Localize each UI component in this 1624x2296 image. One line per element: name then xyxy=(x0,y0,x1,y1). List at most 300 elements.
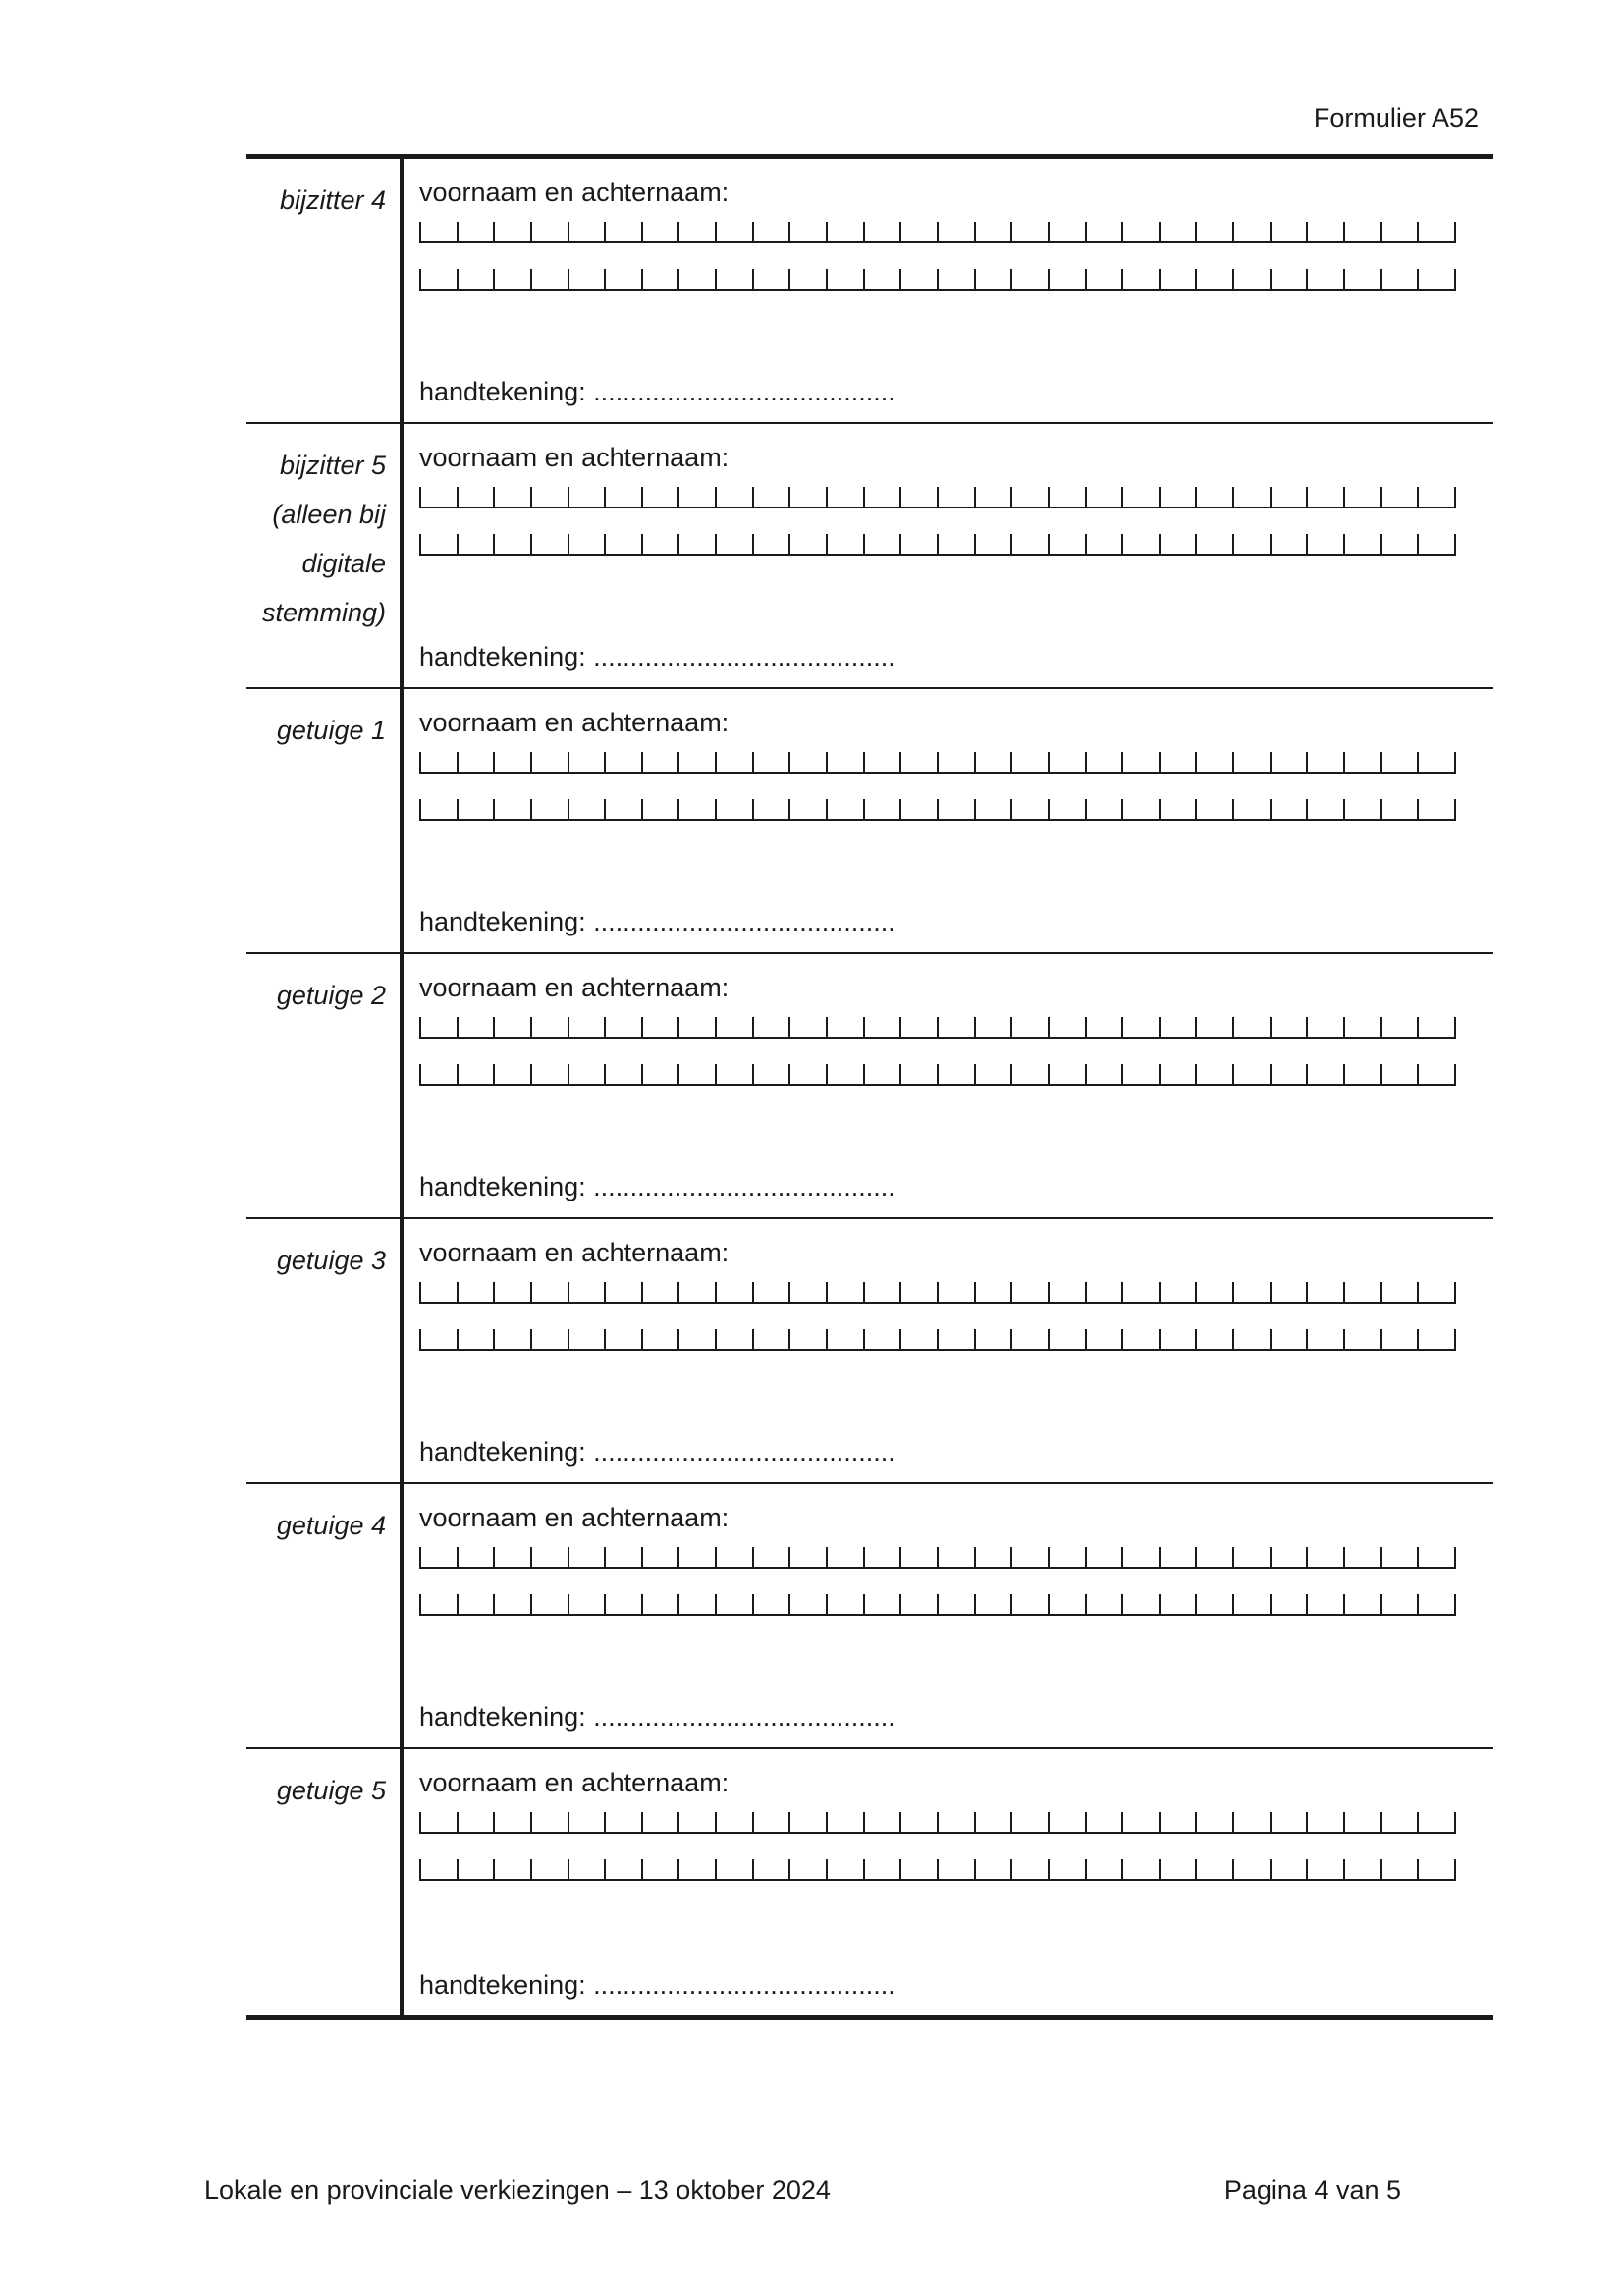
signature-line[interactable] xyxy=(419,1435,895,1468)
character-box[interactable] xyxy=(457,1594,494,1616)
character-box[interactable] xyxy=(788,1859,826,1881)
character-box[interactable] xyxy=(1306,1859,1343,1881)
character-box[interactable] xyxy=(1048,487,1085,508)
character-box[interactable] xyxy=(1159,534,1196,556)
character-box[interactable] xyxy=(419,1282,457,1304)
character-box[interactable] xyxy=(568,1017,605,1039)
character-box[interactable] xyxy=(530,1329,568,1351)
character-box[interactable] xyxy=(1417,534,1456,556)
character-box[interactable] xyxy=(1159,1064,1196,1086)
name-character-boxes[interactable] xyxy=(419,222,1456,243)
character-box[interactable] xyxy=(1270,222,1307,243)
name-character-boxes[interactable] xyxy=(419,1282,1456,1304)
character-box[interactable] xyxy=(457,1064,494,1086)
character-box[interactable] xyxy=(863,1329,900,1351)
character-box[interactable] xyxy=(1306,1064,1343,1086)
character-box[interactable] xyxy=(419,1594,457,1616)
character-box[interactable] xyxy=(493,487,530,508)
character-box[interactable] xyxy=(826,1547,863,1569)
character-box[interactable] xyxy=(457,487,494,508)
character-box[interactable] xyxy=(937,534,974,556)
character-box[interactable] xyxy=(899,1282,937,1304)
character-box[interactable] xyxy=(1343,1812,1380,1834)
character-box[interactable] xyxy=(1085,752,1122,774)
character-box[interactable] xyxy=(493,1017,530,1039)
character-box[interactable] xyxy=(1380,1064,1418,1086)
character-box[interactable] xyxy=(715,1547,752,1569)
character-box[interactable] xyxy=(1343,487,1380,508)
character-box[interactable] xyxy=(604,1329,641,1351)
character-box[interactable] xyxy=(1048,1859,1085,1881)
character-box[interactable] xyxy=(1195,269,1232,291)
character-box[interactable] xyxy=(604,1812,641,1834)
character-box[interactable] xyxy=(1380,1859,1418,1881)
character-box[interactable] xyxy=(1048,799,1085,821)
character-box[interactable] xyxy=(568,1547,605,1569)
character-box[interactable] xyxy=(641,799,678,821)
character-box[interactable] xyxy=(641,1282,678,1304)
character-box[interactable] xyxy=(641,269,678,291)
character-box[interactable] xyxy=(457,1547,494,1569)
character-box[interactable] xyxy=(457,222,494,243)
character-box[interactable] xyxy=(568,1812,605,1834)
character-box[interactable] xyxy=(788,1594,826,1616)
character-box[interactable] xyxy=(1121,799,1159,821)
character-box[interactable] xyxy=(1085,1812,1122,1834)
character-box[interactable] xyxy=(937,1017,974,1039)
character-box[interactable] xyxy=(1232,534,1270,556)
character-box[interactable] xyxy=(1010,1017,1048,1039)
character-box[interactable] xyxy=(1010,799,1048,821)
character-box[interactable] xyxy=(530,269,568,291)
character-box[interactable] xyxy=(1159,1594,1196,1616)
character-box[interactable] xyxy=(493,752,530,774)
character-box[interactable] xyxy=(1343,1547,1380,1569)
signature-line[interactable] xyxy=(419,375,895,408)
character-box[interactable] xyxy=(752,752,789,774)
character-box[interactable] xyxy=(1270,269,1307,291)
character-box[interactable] xyxy=(1010,1329,1048,1351)
character-box[interactable] xyxy=(604,1017,641,1039)
character-box[interactable] xyxy=(1085,1594,1122,1616)
character-box[interactable] xyxy=(1232,1812,1270,1834)
character-box[interactable] xyxy=(863,1282,900,1304)
character-box[interactable] xyxy=(457,752,494,774)
character-box[interactable] xyxy=(1306,1812,1343,1834)
character-box[interactable] xyxy=(1343,1017,1380,1039)
character-box[interactable] xyxy=(1010,1547,1048,1569)
character-box[interactable] xyxy=(1343,1282,1380,1304)
character-box[interactable] xyxy=(937,1282,974,1304)
character-box[interactable] xyxy=(1306,799,1343,821)
character-box[interactable] xyxy=(1121,534,1159,556)
character-box[interactable] xyxy=(826,1329,863,1351)
character-box[interactable] xyxy=(1195,1594,1232,1616)
character-box[interactable] xyxy=(937,1812,974,1834)
character-box[interactable] xyxy=(568,487,605,508)
character-box[interactable] xyxy=(788,799,826,821)
character-box[interactable] xyxy=(604,269,641,291)
character-box[interactable] xyxy=(1048,1282,1085,1304)
character-box[interactable] xyxy=(1417,1812,1456,1834)
character-box[interactable] xyxy=(1121,752,1159,774)
character-box[interactable] xyxy=(1306,1282,1343,1304)
character-box[interactable] xyxy=(419,487,457,508)
character-box[interactable] xyxy=(568,269,605,291)
character-box[interactable] xyxy=(568,1594,605,1616)
character-box[interactable] xyxy=(1010,1812,1048,1834)
character-box[interactable] xyxy=(1159,487,1196,508)
character-box[interactable] xyxy=(604,752,641,774)
character-box[interactable] xyxy=(899,799,937,821)
character-box[interactable] xyxy=(863,222,900,243)
character-box[interactable] xyxy=(1417,1594,1456,1616)
character-box[interactable] xyxy=(974,1017,1011,1039)
character-box[interactable] xyxy=(899,1812,937,1834)
character-box[interactable] xyxy=(974,269,1011,291)
character-box[interactable] xyxy=(604,799,641,821)
character-box[interactable] xyxy=(1270,534,1307,556)
character-box[interactable] xyxy=(788,1017,826,1039)
character-box[interactable] xyxy=(419,1812,457,1834)
character-box[interactable] xyxy=(1159,1329,1196,1351)
character-box[interactable] xyxy=(1417,269,1456,291)
character-box[interactable] xyxy=(715,222,752,243)
character-box[interactable] xyxy=(1343,752,1380,774)
character-box[interactable] xyxy=(826,1282,863,1304)
character-box[interactable] xyxy=(419,269,457,291)
character-box[interactable] xyxy=(752,1282,789,1304)
character-box[interactable] xyxy=(677,1594,715,1616)
character-box[interactable] xyxy=(715,799,752,821)
character-box[interactable] xyxy=(826,1064,863,1086)
character-box[interactable] xyxy=(752,1594,789,1616)
character-box[interactable] xyxy=(530,1017,568,1039)
character-box[interactable] xyxy=(1010,487,1048,508)
character-box[interactable] xyxy=(1159,752,1196,774)
character-box[interactable] xyxy=(457,269,494,291)
name-character-boxes[interactable] xyxy=(419,487,1456,508)
character-box[interactable] xyxy=(1085,534,1122,556)
character-box[interactable] xyxy=(1270,1859,1307,1881)
character-box[interactable] xyxy=(1380,799,1418,821)
character-box[interactable] xyxy=(1048,222,1085,243)
character-box[interactable] xyxy=(826,1859,863,1881)
character-box[interactable] xyxy=(530,1859,568,1881)
character-box[interactable] xyxy=(493,269,530,291)
character-box[interactable] xyxy=(1121,222,1159,243)
character-box[interactable] xyxy=(530,799,568,821)
character-box[interactable] xyxy=(641,1594,678,1616)
character-box[interactable] xyxy=(1195,222,1232,243)
character-box[interactable] xyxy=(1159,1282,1196,1304)
character-box[interactable] xyxy=(863,1859,900,1881)
character-box[interactable] xyxy=(1417,1859,1456,1881)
character-box[interactable] xyxy=(863,1547,900,1569)
character-box[interactable] xyxy=(530,534,568,556)
character-box[interactable] xyxy=(974,487,1011,508)
character-box[interactable] xyxy=(715,1017,752,1039)
character-box[interactable] xyxy=(826,487,863,508)
character-box[interactable] xyxy=(1121,1017,1159,1039)
character-box[interactable] xyxy=(641,534,678,556)
character-box[interactable] xyxy=(788,752,826,774)
character-box[interactable] xyxy=(1121,487,1159,508)
character-box[interactable] xyxy=(788,1812,826,1834)
character-box[interactable] xyxy=(677,222,715,243)
character-box[interactable] xyxy=(419,1017,457,1039)
character-box[interactable] xyxy=(715,752,752,774)
character-box[interactable] xyxy=(1417,1282,1456,1304)
character-box[interactable] xyxy=(752,1547,789,1569)
character-box[interactable] xyxy=(1417,1064,1456,1086)
character-box[interactable] xyxy=(826,799,863,821)
character-box[interactable] xyxy=(826,222,863,243)
character-box[interactable] xyxy=(568,1329,605,1351)
name-character-boxes[interactable] xyxy=(419,1812,1456,1834)
character-box[interactable] xyxy=(899,534,937,556)
character-box[interactable] xyxy=(715,1282,752,1304)
character-box[interactable] xyxy=(752,222,789,243)
character-box[interactable] xyxy=(1417,222,1456,243)
character-box[interactable] xyxy=(937,799,974,821)
character-box[interactable] xyxy=(1195,1329,1232,1351)
character-box[interactable] xyxy=(1270,1594,1307,1616)
character-box[interactable] xyxy=(1121,1064,1159,1086)
character-box[interactable] xyxy=(1048,1812,1085,1834)
character-box[interactable] xyxy=(493,534,530,556)
character-box[interactable] xyxy=(974,799,1011,821)
character-box[interactable] xyxy=(530,222,568,243)
character-box[interactable] xyxy=(1195,534,1232,556)
character-box[interactable] xyxy=(1380,1282,1418,1304)
character-box[interactable] xyxy=(419,752,457,774)
character-box[interactable] xyxy=(1306,1329,1343,1351)
character-box[interactable] xyxy=(1380,1017,1418,1039)
character-box[interactable] xyxy=(568,1282,605,1304)
character-box[interactable] xyxy=(899,487,937,508)
character-box[interactable] xyxy=(1270,1547,1307,1569)
character-box[interactable] xyxy=(1380,222,1418,243)
character-box[interactable] xyxy=(788,487,826,508)
character-box[interactable] xyxy=(1417,487,1456,508)
character-box[interactable] xyxy=(1085,799,1122,821)
character-box[interactable] xyxy=(1270,752,1307,774)
character-box[interactable] xyxy=(826,1017,863,1039)
character-box[interactable] xyxy=(1010,222,1048,243)
character-box[interactable] xyxy=(1232,1859,1270,1881)
character-box[interactable] xyxy=(863,487,900,508)
character-box[interactable] xyxy=(1085,1547,1122,1569)
character-box[interactable] xyxy=(641,1064,678,1086)
character-box[interactable] xyxy=(752,487,789,508)
character-box[interactable] xyxy=(1195,1547,1232,1569)
character-box[interactable] xyxy=(1306,269,1343,291)
character-box[interactable] xyxy=(974,752,1011,774)
character-box[interactable] xyxy=(1232,1594,1270,1616)
character-box[interactable] xyxy=(863,269,900,291)
character-box[interactable] xyxy=(530,1064,568,1086)
character-box[interactable] xyxy=(1048,1329,1085,1351)
character-box[interactable] xyxy=(604,487,641,508)
character-box[interactable] xyxy=(715,1329,752,1351)
character-box[interactable] xyxy=(1343,269,1380,291)
character-box[interactable] xyxy=(826,1812,863,1834)
character-box[interactable] xyxy=(457,534,494,556)
character-box[interactable] xyxy=(752,1859,789,1881)
character-box[interactable] xyxy=(1232,799,1270,821)
character-box[interactable] xyxy=(530,487,568,508)
character-box[interactable] xyxy=(1195,799,1232,821)
character-box[interactable] xyxy=(899,1017,937,1039)
name-character-boxes[interactable] xyxy=(419,1064,1456,1086)
character-box[interactable] xyxy=(419,1064,457,1086)
character-box[interactable] xyxy=(1380,752,1418,774)
character-box[interactable] xyxy=(1270,1282,1307,1304)
character-box[interactable] xyxy=(1048,1594,1085,1616)
character-box[interactable] xyxy=(457,1017,494,1039)
character-box[interactable] xyxy=(493,1064,530,1086)
character-box[interactable] xyxy=(419,1859,457,1881)
character-box[interactable] xyxy=(457,799,494,821)
character-box[interactable] xyxy=(937,1859,974,1881)
character-box[interactable] xyxy=(530,1594,568,1616)
character-box[interactable] xyxy=(974,1329,1011,1351)
character-box[interactable] xyxy=(788,534,826,556)
character-box[interactable] xyxy=(493,799,530,821)
character-box[interactable] xyxy=(1380,1547,1418,1569)
character-box[interactable] xyxy=(1010,269,1048,291)
character-box[interactable] xyxy=(568,1859,605,1881)
character-box[interactable] xyxy=(604,222,641,243)
character-box[interactable] xyxy=(1048,269,1085,291)
character-box[interactable] xyxy=(752,1329,789,1351)
character-box[interactable] xyxy=(641,1017,678,1039)
character-box[interactable] xyxy=(1159,799,1196,821)
character-box[interactable] xyxy=(1232,1017,1270,1039)
character-box[interactable] xyxy=(1085,487,1122,508)
character-box[interactable] xyxy=(493,1859,530,1881)
character-box[interactable] xyxy=(788,269,826,291)
character-box[interactable] xyxy=(1417,1017,1456,1039)
character-box[interactable] xyxy=(826,1594,863,1616)
character-box[interactable] xyxy=(1048,1547,1085,1569)
character-box[interactable] xyxy=(1121,1329,1159,1351)
character-box[interactable] xyxy=(1343,799,1380,821)
character-box[interactable] xyxy=(419,222,457,243)
character-box[interactable] xyxy=(899,1547,937,1569)
character-box[interactable] xyxy=(1306,534,1343,556)
character-box[interactable] xyxy=(863,534,900,556)
character-box[interactable] xyxy=(899,1859,937,1881)
character-box[interactable] xyxy=(863,1017,900,1039)
character-box[interactable] xyxy=(1048,1064,1085,1086)
character-box[interactable] xyxy=(937,752,974,774)
character-box[interactable] xyxy=(937,1594,974,1616)
character-box[interactable] xyxy=(1010,1859,1048,1881)
character-box[interactable] xyxy=(604,1064,641,1086)
character-box[interactable] xyxy=(419,534,457,556)
character-box[interactable] xyxy=(1010,752,1048,774)
character-box[interactable] xyxy=(677,1329,715,1351)
character-box[interactable] xyxy=(974,1812,1011,1834)
character-box[interactable] xyxy=(1232,269,1270,291)
character-box[interactable] xyxy=(937,1064,974,1086)
character-box[interactable] xyxy=(1232,487,1270,508)
character-box[interactable] xyxy=(641,1329,678,1351)
character-box[interactable] xyxy=(715,534,752,556)
character-box[interactable] xyxy=(1380,487,1418,508)
character-box[interactable] xyxy=(1306,1594,1343,1616)
character-box[interactable] xyxy=(863,1812,900,1834)
character-box[interactable] xyxy=(677,1017,715,1039)
character-box[interactable] xyxy=(1343,1594,1380,1616)
character-box[interactable] xyxy=(1417,1547,1456,1569)
character-box[interactable] xyxy=(937,269,974,291)
character-box[interactable] xyxy=(1010,1282,1048,1304)
character-box[interactable] xyxy=(899,752,937,774)
character-box[interactable] xyxy=(493,1329,530,1351)
character-box[interactable] xyxy=(604,534,641,556)
character-box[interactable] xyxy=(677,487,715,508)
character-box[interactable] xyxy=(788,222,826,243)
name-character-boxes[interactable] xyxy=(419,534,1456,556)
character-box[interactable] xyxy=(1195,752,1232,774)
character-box[interactable] xyxy=(1048,752,1085,774)
character-box[interactable] xyxy=(1380,1329,1418,1351)
character-box[interactable] xyxy=(457,1282,494,1304)
character-box[interactable] xyxy=(788,1329,826,1351)
character-box[interactable] xyxy=(899,269,937,291)
character-box[interactable] xyxy=(677,1282,715,1304)
character-box[interactable] xyxy=(677,752,715,774)
character-box[interactable] xyxy=(715,1064,752,1086)
character-box[interactable] xyxy=(1048,1017,1085,1039)
character-box[interactable] xyxy=(937,1329,974,1351)
signature-line[interactable] xyxy=(419,1968,895,2002)
character-box[interactable] xyxy=(604,1859,641,1881)
character-box[interactable] xyxy=(677,1812,715,1834)
character-box[interactable] xyxy=(788,1064,826,1086)
character-box[interactable] xyxy=(715,1594,752,1616)
character-box[interactable] xyxy=(493,1594,530,1616)
character-box[interactable] xyxy=(568,222,605,243)
character-box[interactable] xyxy=(1380,1594,1418,1616)
signature-line[interactable] xyxy=(419,905,895,938)
character-box[interactable] xyxy=(1085,1329,1122,1351)
character-box[interactable] xyxy=(899,1064,937,1086)
character-box[interactable] xyxy=(568,752,605,774)
character-box[interactable] xyxy=(863,1064,900,1086)
character-box[interactable] xyxy=(1159,1859,1196,1881)
character-box[interactable] xyxy=(1270,1064,1307,1086)
character-box[interactable] xyxy=(715,1859,752,1881)
character-box[interactable] xyxy=(1232,1282,1270,1304)
character-box[interactable] xyxy=(641,1547,678,1569)
character-box[interactable] xyxy=(1417,752,1456,774)
character-box[interactable] xyxy=(788,1547,826,1569)
character-box[interactable] xyxy=(1085,1017,1122,1039)
character-box[interactable] xyxy=(1270,1812,1307,1834)
name-character-boxes[interactable] xyxy=(419,1859,1456,1881)
character-box[interactable] xyxy=(863,799,900,821)
character-box[interactable] xyxy=(493,222,530,243)
character-box[interactable] xyxy=(937,487,974,508)
character-box[interactable] xyxy=(1270,799,1307,821)
character-box[interactable] xyxy=(568,799,605,821)
character-box[interactable] xyxy=(493,1812,530,1834)
character-box[interactable] xyxy=(568,1064,605,1086)
